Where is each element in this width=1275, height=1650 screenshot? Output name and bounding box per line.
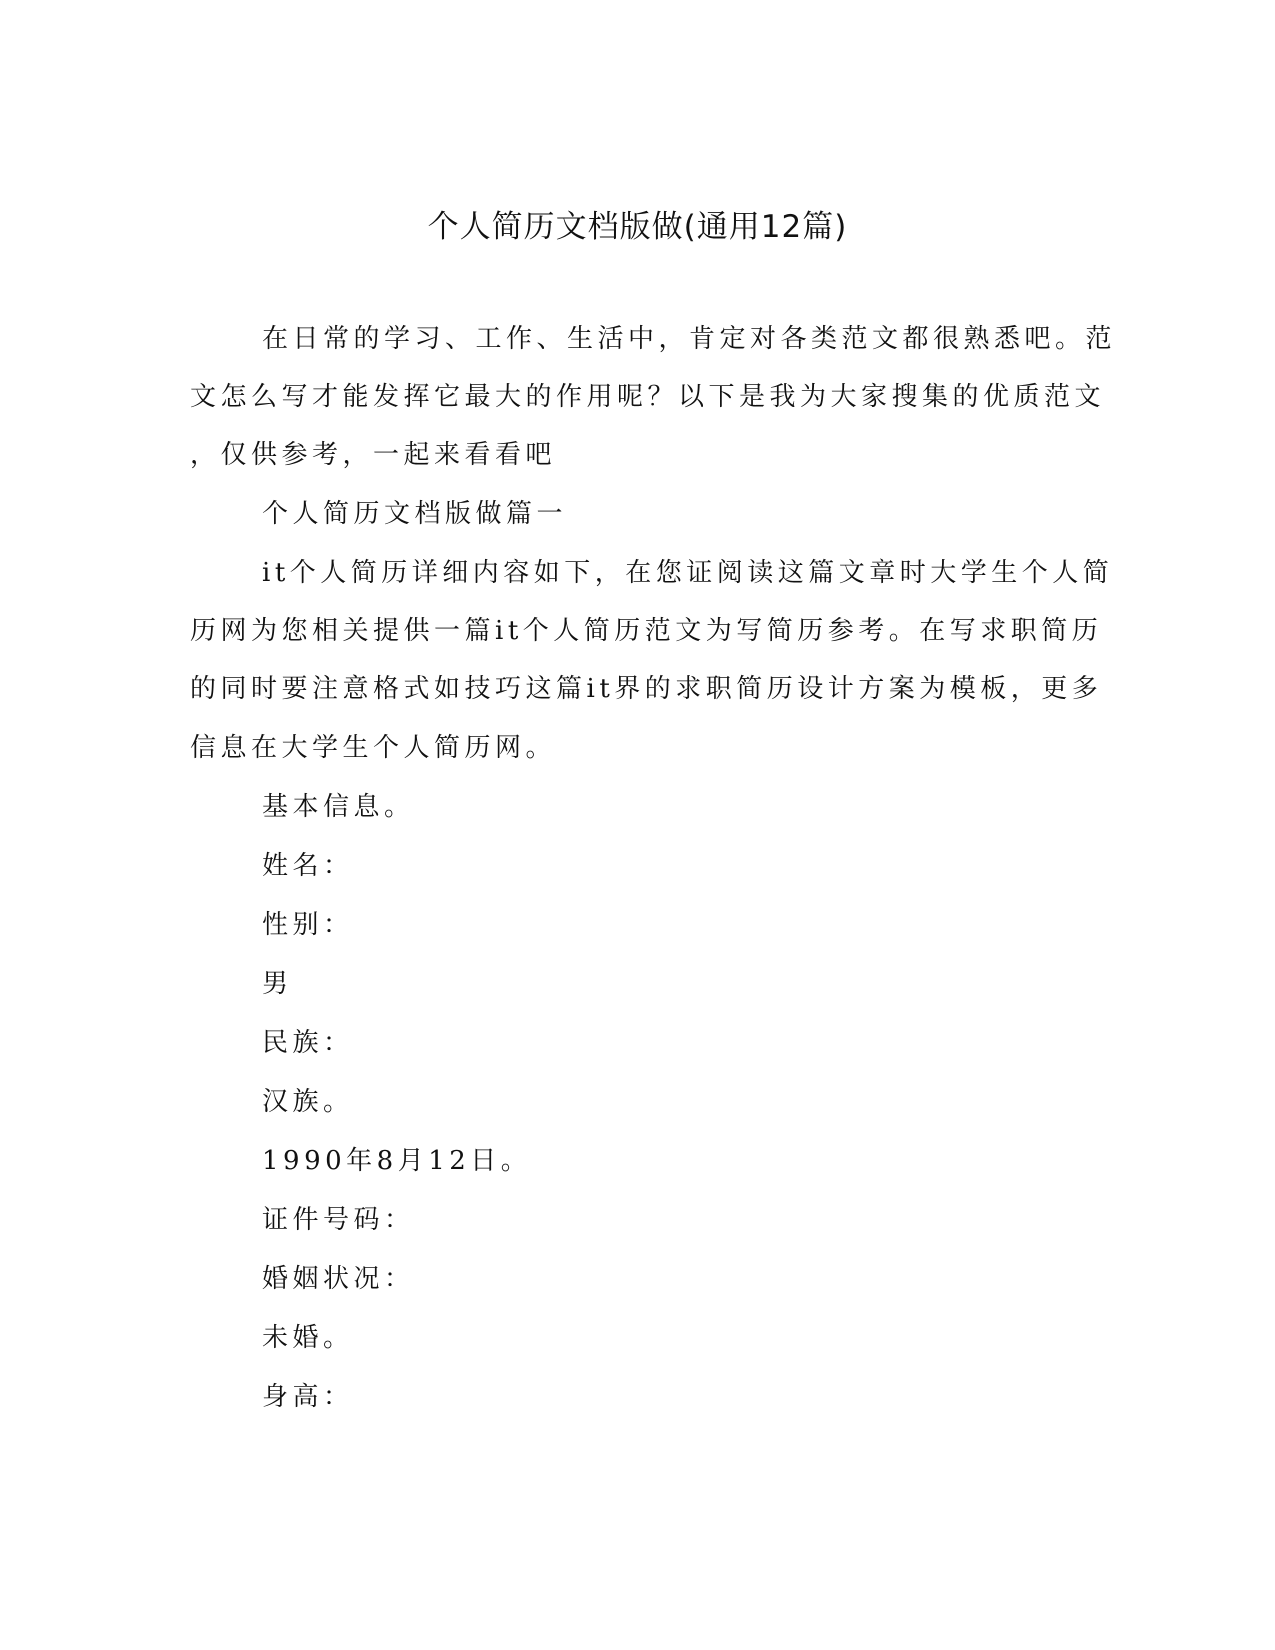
birth-date: 1990年8月12日。 [262, 1146, 532, 1176]
ethnicity-value: 汉族。 [262, 1087, 354, 1117]
basic-info-heading: 基本信息。 [262, 792, 415, 822]
body-line-1: it个人简历详细内容如下，在您证阅读这篇文章时大学生个人简 [262, 558, 1114, 588]
gender-label: 性别： [262, 910, 354, 940]
intro-line-3: ，仅供参考，一起来看看吧 [190, 440, 557, 470]
section-heading: 个人简历文档版做篇一 [262, 499, 568, 529]
body-line-3: 的同时要注意格式如技巧这篇it界的求职简历设计方案为模板，更多 [190, 674, 1103, 704]
document-title: 个人简历文档版做(通用12篇) [427, 209, 848, 245]
marital-status-value: 未婚。 [262, 1323, 354, 1353]
ethnicity-label: 民族： [262, 1028, 354, 1058]
body-line-2: 历网为您相关提供一篇it个人简历范文为写简历参考。在写求职简历 [190, 616, 1103, 646]
intro-line-1: 在日常的学习、工作、生活中，肯定对各类范文都很熟悉吧。范 [262, 324, 1117, 354]
name-label: 姓名： [262, 851, 354, 881]
marital-status-label: 婚姻状况： [262, 1264, 415, 1294]
height-label: 身高： [262, 1382, 354, 1412]
id-number-label: 证件号码： [262, 1205, 415, 1235]
intro-line-2: 文怎么写才能发挥它最大的作用呢？以下是我为大家搜集的优质范文 [190, 382, 1106, 412]
gender-value: 男 [262, 969, 293, 999]
body-line-4: 信息在大学生个人简历网。 [190, 733, 557, 763]
